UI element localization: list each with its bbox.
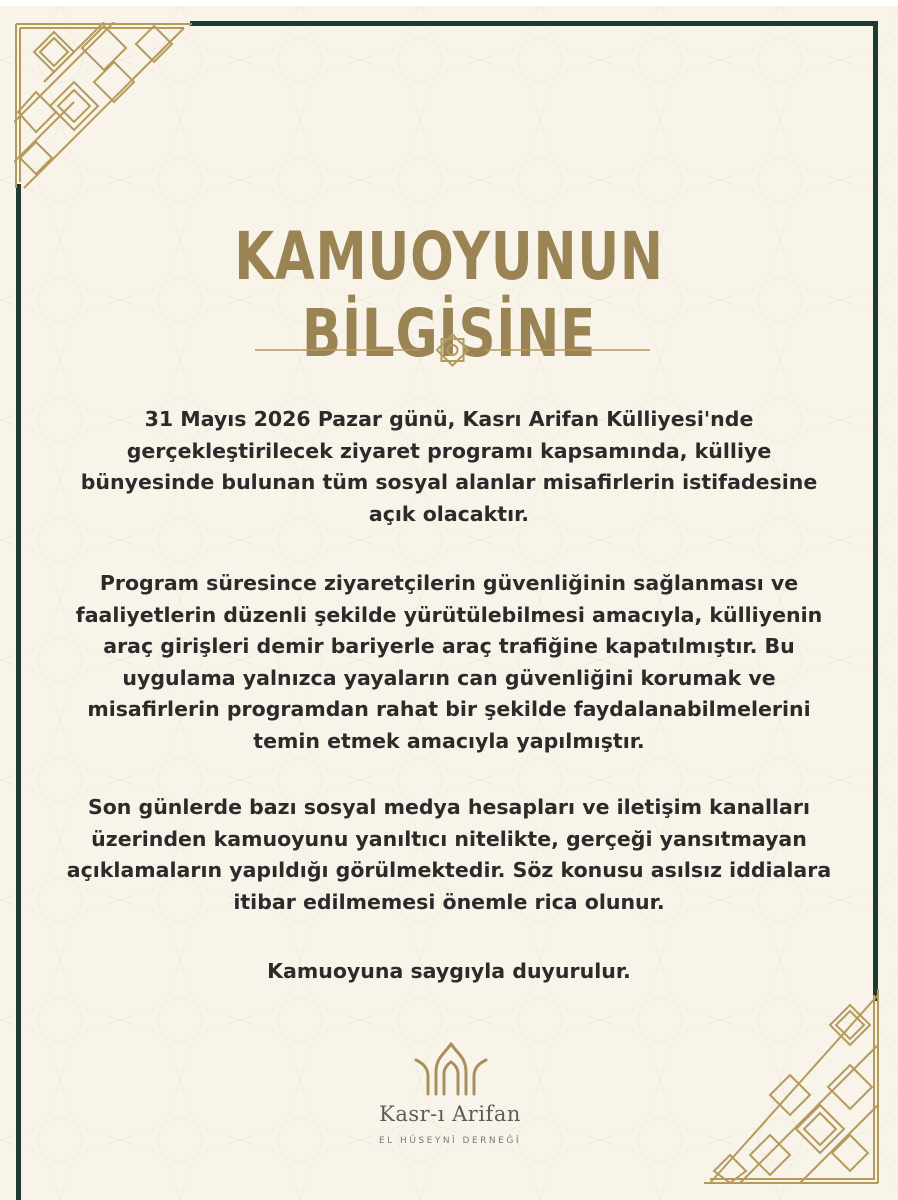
geometric-corner-ornament-icon: [700, 985, 880, 1185]
paragraph-misinformation: Son günlerde bazı sosyal medya hesapları ve iletişim kanalları üzerinden kamuoyunu yanıltıcı nitelikte, gerçeği yansıtmayan açıklamaların yapıldığı görülmektedir. Söz konusu asılsız iddialara itibar edilmemesi önemle rica olunur.: [66, 795, 832, 914]
frame-top-border: [190, 21, 878, 26]
star-divider-ornament-icon: [255, 332, 650, 368]
geometric-corner-ornament-icon: [14, 22, 194, 190]
paragraph-closing: Kamuoyuna saygıyla duyurulur.: [267, 959, 631, 983]
logo-name: Kasr-ı Arifan: [379, 1102, 521, 1126]
paragraph-visit-program: 31 Mayıs 2026 Pazar günü, Kasrı Arifan Külliyesi'nde gerçekleştirilecek ziyaret programı kapsamında, külliye bünyesinde bulunan tüm sosyal alanlar misafirlerin istifadesine açık olacaktır.: [80, 407, 818, 526]
top-edge: [0, 0, 898, 6]
page-title: KAMUOYUNUN BİLGİSİNE: [234, 218, 664, 372]
dome-logo-icon: [414, 1040, 488, 1098]
frame-right-border: [873, 21, 878, 1001]
frame-left-border: [16, 184, 21, 1200]
logo-subtitle: EL HÜSEYNİ DERNEĞİ: [379, 1136, 521, 1146]
paragraph-vehicle-access: Program süresince ziyaretçilerin güvenliğinin sağlanması ve faaliyetlerin düzenli şekilde yürütülebilmesi amacıyla, külliyenin araç girişleri demir bariyerle araç trafiğine kapatılmıştır. Bu uygulama yalnızca yayaların can güvenliğini korumak ve misafirlerin programdan rahat bir şekilde faydalanabilmelerini temin etmek amacıyla yapılmıştır.: [75, 571, 823, 753]
